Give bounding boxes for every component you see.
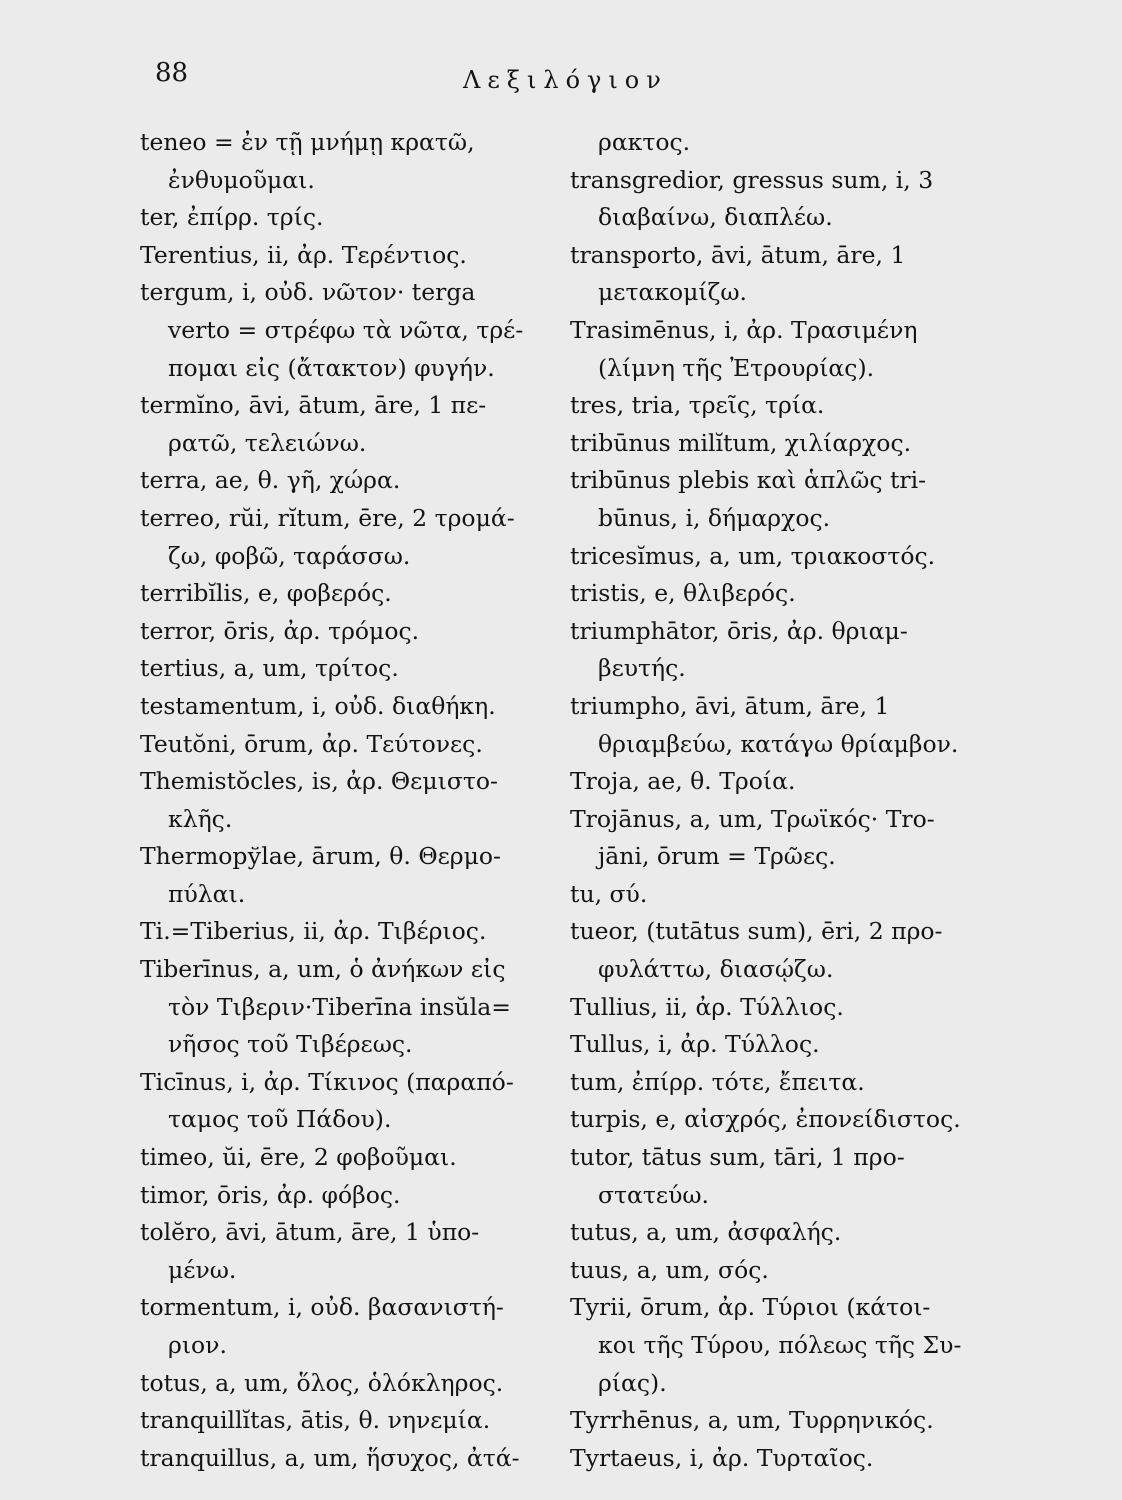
- entry-line: ἐνθυμοῦμαι.: [168, 165, 315, 194]
- entry-line: Tullus, i, ἀρ. Τύλλος.: [570, 1030, 820, 1059]
- entry-line: terror, ōris, ἀρ. τρόμος.: [140, 616, 420, 645]
- entry-line: Ticīnus, i, ἀρ. Τίκινος (παραπό-: [140, 1067, 514, 1096]
- entry-line: τὸν Τιβεριν·Tiberīna insŭla=: [168, 992, 511, 1021]
- entry-line: διαβαίνω, διαπλέω.: [598, 203, 833, 232]
- page-number: 88: [155, 58, 189, 88]
- entry-line: termĭno, āvi, ātum, āre, 1 πε-: [140, 391, 487, 420]
- entry-line: tribūnus milĭtum, χιλίαρχος.: [570, 428, 912, 457]
- entry-line: ρίας).: [598, 1368, 667, 1397]
- entry-line: tristis, e, θλιβερός.: [570, 579, 796, 608]
- right-column: [570, 124, 1000, 1477]
- entry-line: tueor, (tutātus sum), ēri, 2 προ-: [570, 917, 943, 946]
- entry-line: Trojānus, a, um, Τρωϊκός· Tro-: [570, 804, 935, 833]
- entry-line: Tiberīnus, a, um, ὁ ἀνήκων εἰς: [140, 955, 506, 984]
- entry-line: φυλάττω, διασῴζω.: [598, 955, 834, 984]
- entry-line: κλῆς.: [168, 804, 233, 833]
- entry-line: triumphātor, ōris, ἀρ. θριαμ-: [570, 616, 908, 645]
- entry-line: teneo = ἐν τῇ μνήμῃ κρατῶ,: [140, 128, 475, 156]
- entry-line: μένω.: [168, 1255, 237, 1284]
- entry-line: ρακτος.: [598, 128, 691, 156]
- entry-line: Ti.=Tiberius, ii, ἀρ. Τιβέριος.: [140, 917, 487, 946]
- entry-line: verto = στρέφω τὰ νῶτα, τρέ-: [168, 315, 524, 344]
- entry-line: tormentum, i, οὐδ. βασανιστή-: [140, 1293, 504, 1322]
- entry-line: timor, ōris, ἀρ. φόβος.: [140, 1180, 401, 1209]
- entry-line: turpis, e, αἰσχρός, ἐπονείδιστος.: [570, 1105, 961, 1134]
- entry-line: Tullius, ii, ἀρ. Τύλλιος.: [570, 992, 844, 1021]
- entry-line: tutor, tātus sum, tāri, 1 προ-: [570, 1143, 905, 1172]
- entry-line: tolĕro, āvi, ātum, āre, 1 ὑπο-: [140, 1218, 480, 1247]
- entry-line: tribūnus plebis καὶ ἁπλῶς tri-: [570, 466, 927, 495]
- entry-line: κοι τῆς Τύρου, πόλεως τῆς Συ-: [598, 1331, 962, 1359]
- entry-line: ρατῶ, τελειώνω.: [168, 428, 367, 457]
- entry-line: triumpho, āvi, ātum, āre, 1: [570, 691, 890, 720]
- entry-line: Teutŏni, ōrum, ἀρ. Τεύτονες.: [140, 729, 483, 758]
- entry-line: ζω, φοβῶ, ταράσσω.: [168, 541, 411, 570]
- entry-line: Trasimēnus, i, ἀρ. Τρασιμένη: [570, 315, 918, 344]
- entry-line: terreo, rŭi, rĭtum, ēre, 2 τρομά-: [140, 503, 515, 532]
- entry-line: jāni, ōrum = Τρῶες.: [598, 842, 836, 871]
- entry-line: tertius, a, um, τρίτος.: [140, 654, 399, 683]
- entry-line: tres, tria, τρεῖς, τρία.: [570, 391, 825, 420]
- entry-line: ριον.: [168, 1331, 227, 1359]
- entry-line: νῆσος τοῦ Τιβέρεως.: [168, 1030, 413, 1059]
- entry-line: Themistŏcles, is, ἀρ. Θεμιστο-: [140, 767, 498, 796]
- entry-line: Tyrii, ōrum, ἀρ. Τύριοι (κάτοι-: [570, 1293, 931, 1322]
- entry-line: πομαι εἰς (ἄτακτον) φυγήν.: [168, 353, 495, 382]
- entry-line: terribĭlis, e, φοβερός.: [140, 579, 392, 608]
- entry-line: terra, ae, θ. γῆ, χώρα.: [140, 466, 401, 495]
- entry-line: transporto, āvi, ātum, āre, 1: [570, 240, 906, 269]
- entry-line: tranquillĭtas, ātis, θ. νηνεμία.: [140, 1406, 491, 1435]
- entry-line: tu, σύ.: [570, 879, 648, 908]
- entry-line: tutus, a, um, ἀσφαλής.: [570, 1218, 842, 1247]
- entry-line: testamentum, i, οὐδ. διαθήκη.: [140, 691, 496, 720]
- entry-line: Tyrtaeus, i, ἀρ. Τυρταῖος.: [570, 1443, 874, 1472]
- running-title: Λεξιλόγιον: [463, 66, 668, 94]
- entry-line: ter, ἐπίρρ. τρίς.: [140, 203, 324, 232]
- entry-line: tum, ἐπίρρ. τότε, ἔπειτα.: [570, 1067, 865, 1096]
- entry-line: tergum, i, οὐδ. νῶτον· terga: [140, 278, 476, 307]
- entry-line: πύλαι.: [168, 879, 246, 908]
- entry-line: tranquillus, a, um, ἥσυχος, ἀτά-: [140, 1443, 520, 1472]
- entry-line: (λίμνη τῆς Ἐτρουρίας).: [598, 353, 875, 382]
- entry-line: θριαμβεύω, κατάγω θρίαμβον.: [598, 729, 959, 758]
- entry-line: timeo, ŭi, ēre, 2 φοβοῦμαι.: [140, 1143, 457, 1172]
- entry-line: Thermopўlae, ārum, θ. Θερμο-: [140, 842, 501, 871]
- entry-line: tricesĭmus, a, um, τριακοστός.: [570, 541, 936, 570]
- entry-line: transgredior, gressus sum, i, 3: [570, 165, 934, 194]
- left-column: [140, 124, 555, 1477]
- entry-line: būnus, i, δήμαρχος.: [598, 503, 831, 532]
- entry-line: Terentius, ii, ἀρ. Τερέντιος.: [140, 240, 467, 269]
- entry-line: βευτής.: [598, 654, 686, 683]
- entry-line: στατεύω.: [598, 1180, 710, 1209]
- entry-line: Troja, ae, θ. Τροία.: [570, 767, 796, 796]
- entry-line: Tyrrhēnus, a, um, Τυρρηνικός.: [570, 1406, 934, 1435]
- entry-line: μετακομίζω.: [598, 278, 748, 307]
- entry-line: tuus, a, um, σός.: [570, 1255, 769, 1284]
- entry-line: ταμος τοῦ Πάδου).: [168, 1105, 392, 1134]
- entry-line: totus, a, um, ὅλος, ὁλόκληρος.: [140, 1368, 504, 1397]
